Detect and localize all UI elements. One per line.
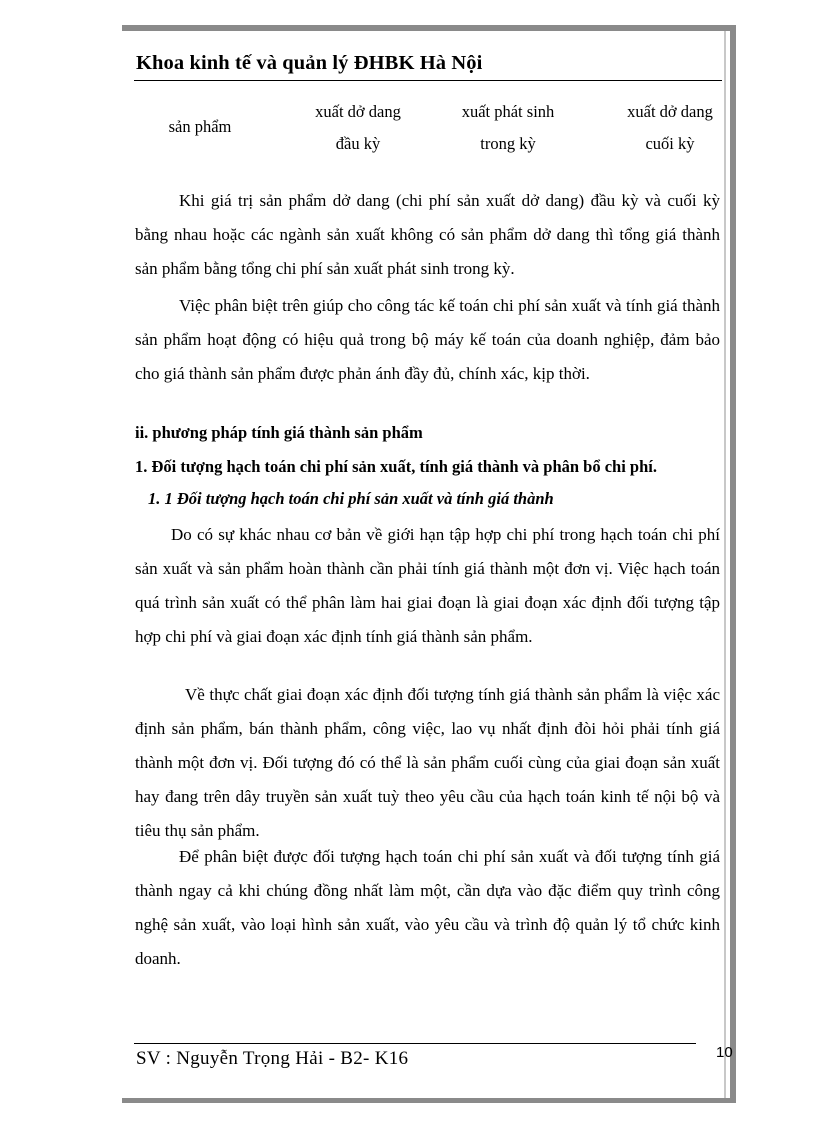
paragraph [135,289,720,391]
paragraph [135,678,720,848]
paragraph-text: Để phân biệt được đối tượng hạch toán chi phí sản xuất và đối tượng tính giá thành ngay cả khi chúng đồng nhất làm một, cần dựa vào đặc điểm quy trình công nghệ sản xuất, vào loại hình sản xuất, vào yêu cầu và trình độ quản lý tổ chức kinh doanh. [135,847,720,968]
section-heading: ii. phương pháp tính giá thành sản phẩm [135,423,423,442]
page-frame-bottom [122,1098,736,1103]
page-frame-top [122,25,736,31]
paragraph [135,840,720,976]
paragraph-text: Do có sự khác nhau cơ bản về giới hạn tập hợp chi phí trong hạch toán chi phí sản xuất và sản phẩm hoàn thành cần phải tính giá thành một đơn vị. Việc hạch toán quá trình sản xuất có thể phân làm hai giai đoạn là giai đoạn xác định đối tượng tập hợp chi phí và giai đoạn xác định tính giá thành sản phẩm. [135,525,720,646]
table-cell-closing-wip [610,96,730,160]
paragraph-text: Về thực chất giai đoạn xác định đối tượng tính giá thành sản phẩm là việc xác định sản phẩm, bán thành phẩm, công việc, lao vụ nhất định đòi hỏi phải tính giá thành một đơn vị. Đối tượng đó có thể là sản phẩm cuối cùng của giai đoạn sản xuất hay đang trên dây truyền sản xuất tuỳ theo yêu cầu của hạch toán kinh tế nội bộ và tiêu thụ sản phẩm. [135,685,720,840]
page-number: 10 [716,1044,733,1061]
subsubsection-heading: 1. 1 Đối tượng hạch toán chi phí sản xuất và tính giá thành [148,489,554,508]
footer-student: SV : Nguyễn Trọng Hải - B2- K16 [136,1048,409,1069]
cell-line: trong kỳ [480,134,536,153]
table-cell-product [134,111,266,143]
header-rule [134,80,722,81]
page-frame-right [730,25,736,1103]
cell-line: xuất dở dang [315,102,401,121]
table-cell-opening-wip [298,96,418,160]
table-cell-incurred [446,96,570,160]
cell-line: sản phẩm [168,117,232,136]
formula-table-row [134,96,724,156]
paragraph [135,184,720,286]
cell-line: cuối kỳ [645,134,695,153]
paragraph-text: Việc phân biệt trên giúp cho công tác kế toán chi phí sản xuất và tính giá thành sản phẩm hoạt động có hiệu quả trong bộ máy kế toán của doanh nghiệp, đảm bảo cho giá thành sản phẩm được phản ánh đầy đủ, chính xác, kịp thời. [135,296,720,383]
paragraph [135,518,720,654]
cell-line: đầu kỳ [335,134,381,153]
footer-rule [134,1043,696,1044]
page-header: Khoa kinh tế và quản lý ĐHBK Hà Nội [136,52,483,74]
subsection-heading: 1. Đối tượng hạch toán chi phí sản xuất, tính giá thành và phân bổ chi phí. [135,457,657,476]
cell-line: xuất dở dang [627,102,713,121]
cell-line: xuất phát sinh [461,102,555,121]
page-frame-right-inner [724,31,726,1098]
paragraph-text: Khi giá trị sản phẩm dở dang (chi phí sản xuất dở dang) đầu kỳ và cuối kỳ bằng nhau hoặc các ngành sản xuất không có sản phẩm dở dang thì tổng giá thành sản phẩm bằng tổng chi phí sản xuất phát sinh trong kỳ. [135,191,720,278]
